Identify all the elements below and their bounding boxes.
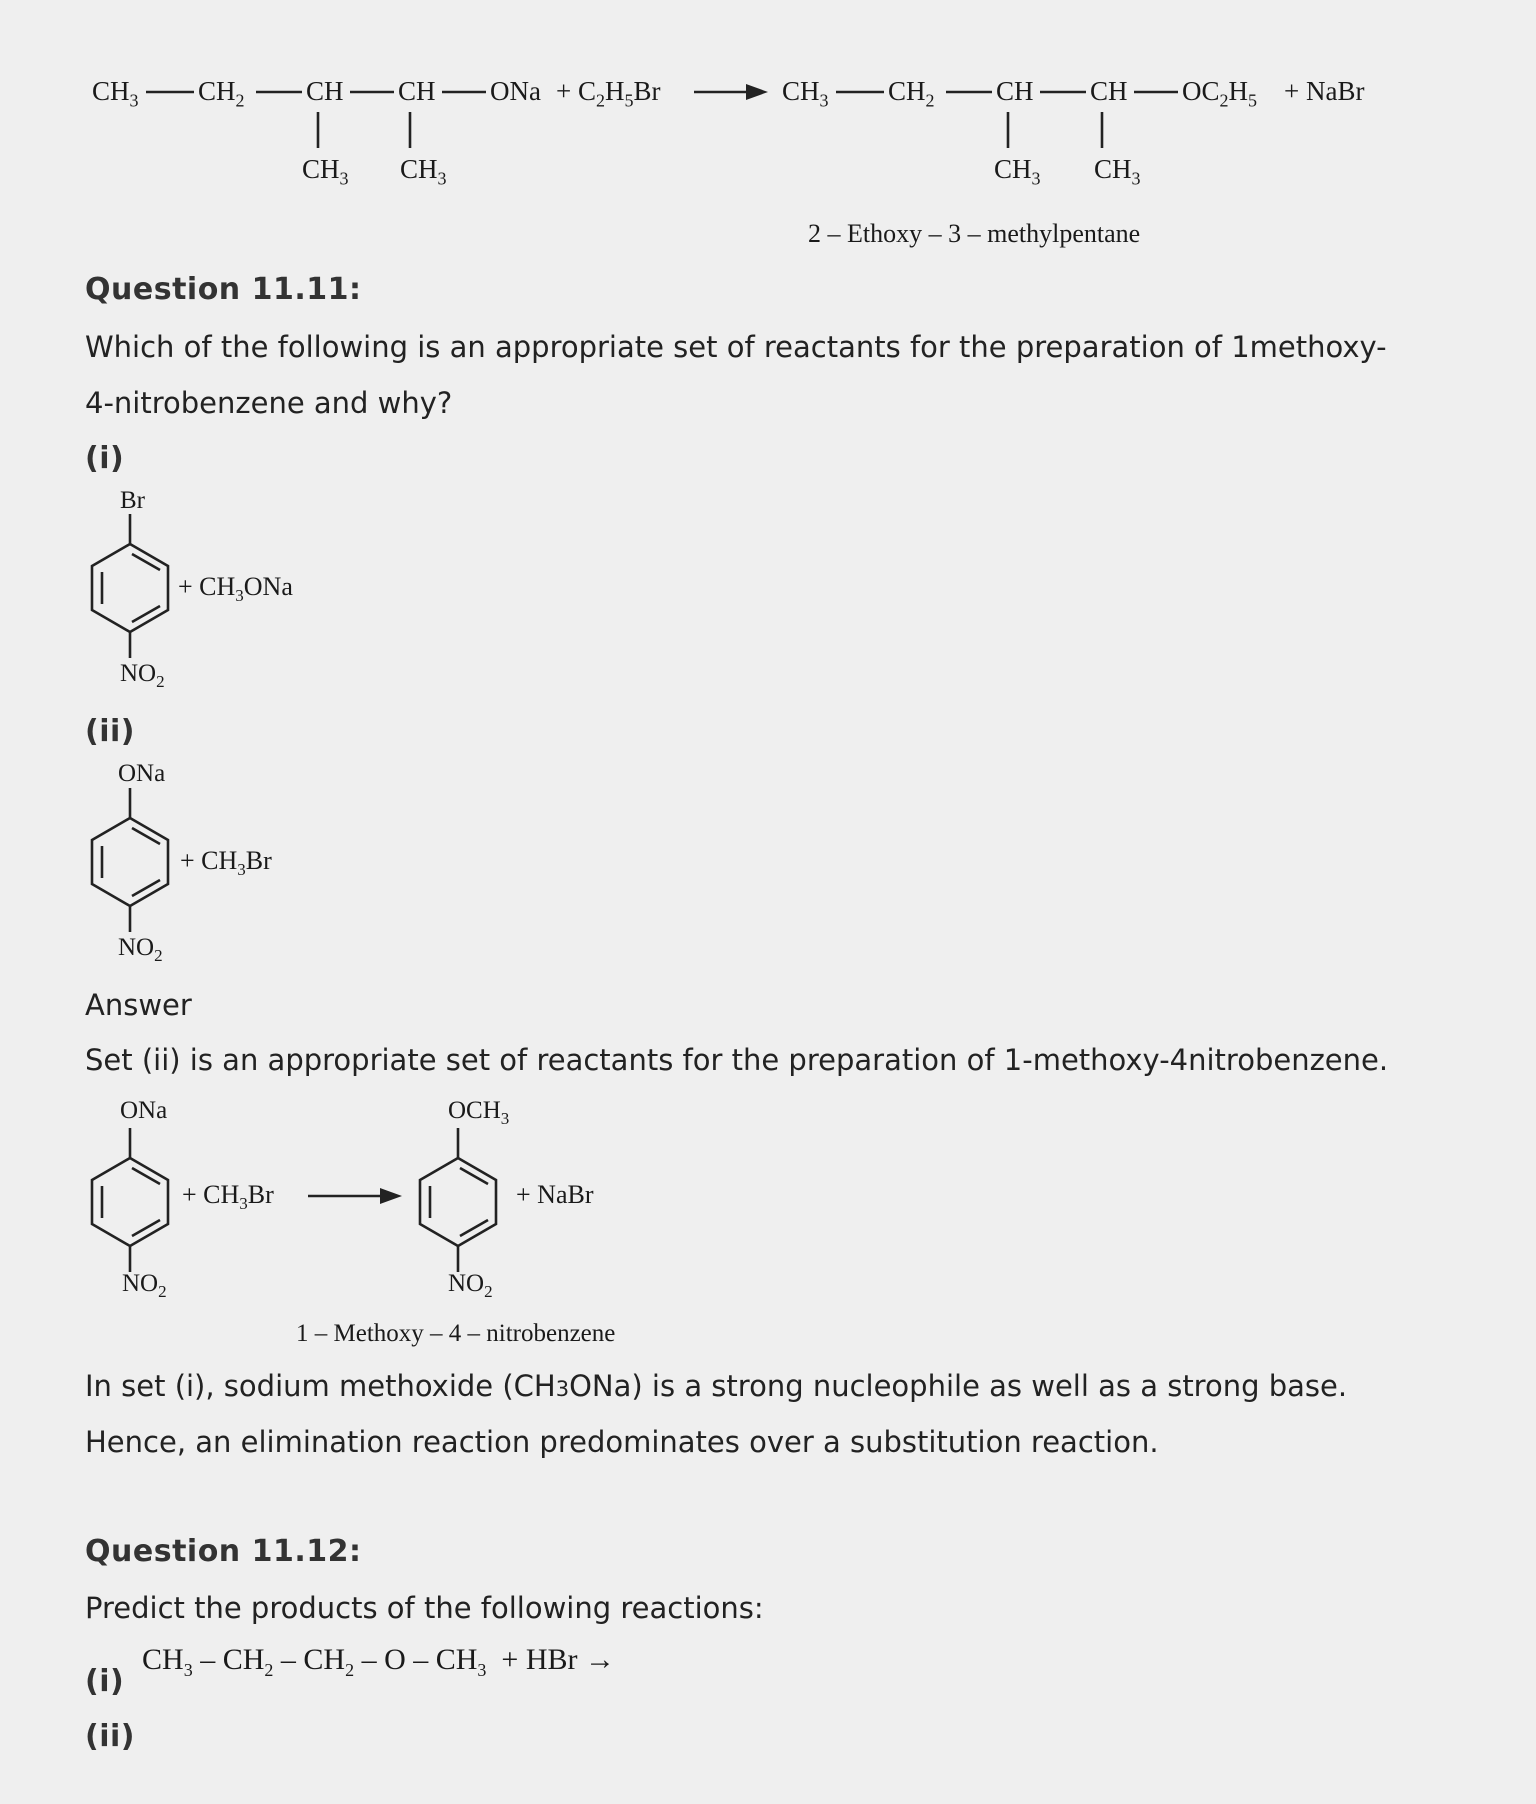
product-ch3: $CH_3$ (782, 76, 829, 111)
byproduct-nabr: + NaBr (1284, 76, 1365, 106)
explanation-line1: In set (i), sodium methoxide (CH3ONa) is a strong nucleophile as well as a strong base. (85, 1369, 1348, 1403)
product-ch2: $CH_2$ (888, 76, 935, 111)
reactant-sub-ch3-a: $CH_3$ (302, 154, 349, 189)
answer-reactant-bottom-group: $NO_2$ (122, 1270, 167, 1301)
answer-product-top-group: $OCH_3$ (448, 1097, 510, 1128)
top-reaction-bonds (0, 0, 1536, 260)
product-sub-ch3-b: $CH_3$ (1094, 154, 1141, 189)
product-oc2h5: $OC_2H_5$ (1182, 76, 1258, 111)
product-sub-ch3-a: $CH_3$ (994, 154, 1041, 189)
q12-item-ii-label: (ii) (85, 1719, 135, 1754)
reactant-ona: ONa (490, 76, 541, 106)
option-i-bottom-group: $NO_2$ (120, 660, 165, 691)
answer-reagent: + $CH_3Br$ (182, 1180, 274, 1214)
answer-product-name: 1 – Methoxy – 4 – nitrobenzene (296, 1320, 616, 1347)
option-i-label: (i) (85, 441, 125, 476)
answer-reaction-arrow (300, 1178, 410, 1218)
answer-text: Set (ii) is an appropriate set of reactants for the preparation of 1-methoxy-4nitrobenzene. (85, 1043, 1389, 1077)
answer-reactant-benzene-ring (88, 1124, 188, 1274)
reactant-ch2: $CH_2$ (198, 76, 245, 111)
reactant-ch3: $CH_3$ (92, 76, 139, 111)
product-ch-b: CH (1090, 76, 1128, 106)
reactant-sub-ch3-b: $CH_3$ (400, 154, 447, 189)
option-i-top-group: Br (120, 487, 145, 514)
question-11-12-heading: Question 11.12: (85, 1534, 362, 1569)
answer-byproduct: + NaBr (516, 1180, 594, 1209)
answer-product-benzene-ring (416, 1124, 516, 1274)
option-ii-label: (ii) (85, 714, 135, 749)
answer-product-bottom-group: $NO_2$ (448, 1270, 493, 1301)
option-i-benzene-ring (88, 510, 188, 660)
q12-item-i-reaction: $CH_3 - CH_2 - CH_2$ – O – $CH_3$ + HBr → (142, 1643, 615, 1680)
question-11-12-text: Predict the products of the following reactions: (85, 1591, 764, 1625)
answer-reactant-top-group: ONa (120, 1097, 168, 1124)
product-ch-a: CH (996, 76, 1034, 106)
q12-item-i-label: (i) (85, 1664, 125, 1699)
option-i-reagent: + $CH_3ONa$ (178, 572, 293, 606)
option-ii-bottom-group: $NO_2$ (118, 934, 163, 965)
reactant-ch-b: CH (398, 76, 436, 106)
reactant-ch-a: CH (306, 76, 344, 106)
question-11-11-text-line2: 4-nitrobenzene and why? (85, 386, 453, 420)
option-ii-benzene-ring (88, 784, 188, 934)
product-name-label: 2 – Ethoxy – 3 – methylpentane (808, 219, 1141, 248)
option-ii-reagent: + $CH_3Br$ (180, 846, 272, 880)
option-ii-top-group: ONa (118, 760, 166, 787)
answer-label: Answer (85, 988, 192, 1022)
explanation-line2: Hence, an elimination reaction predominates over a substitution reaction. (85, 1425, 1159, 1459)
reagent-c2h5br: + $C_2H_5Br$ (556, 76, 661, 111)
question-11-11-heading: Question 11.11: (85, 272, 362, 307)
question-11-11-text-line1: Which of the following is an appropriate set of reactants for the preparation of 1methoxy- (85, 330, 1387, 364)
